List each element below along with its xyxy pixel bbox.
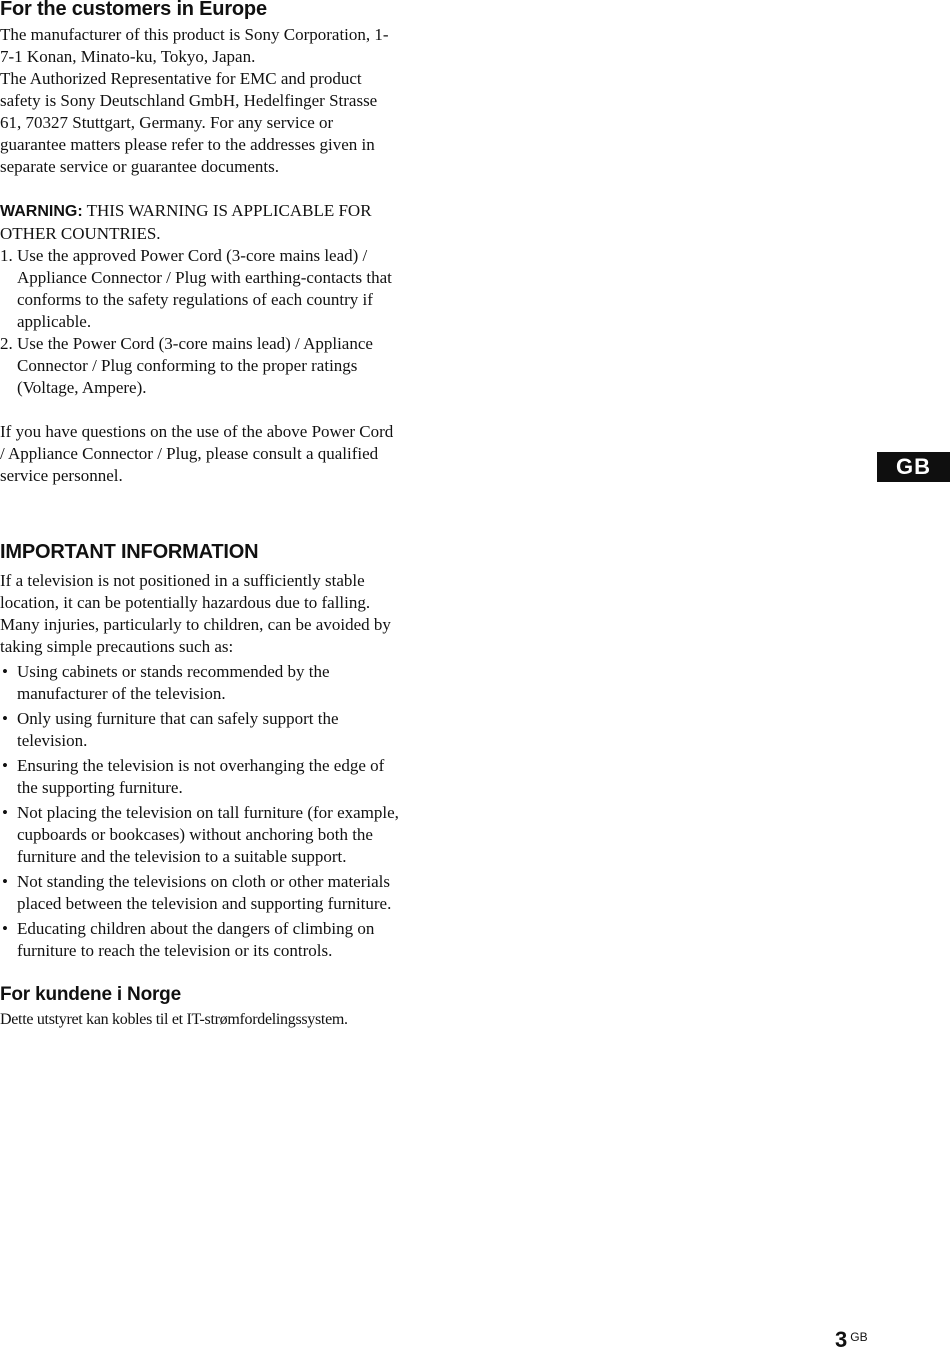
spacer <box>0 178 402 200</box>
list-item <box>0 871 402 915</box>
spacer <box>0 399 402 421</box>
list-item-text: Use the Power Cord (3-core mains lead) / Appliance Connector / Plug conforming to the proper ratings (Voltage, Ampere). <box>17 334 373 397</box>
warning-paragraph <box>0 200 402 245</box>
list-item <box>0 333 402 399</box>
important-intro-paragraph: If a television is not positioned in a sufficiently stable location, it can be potentially hazardous due to falling. Many injuries, particularly to children, can be avoided by taking simple precautions such as: <box>0 571 391 656</box>
norway-paragraph: Dette utstyret kan kobles til et IT-strømfordelingssystem. <box>0 1011 348 1028</box>
list-item-text: Educating children about the dangers of climbing on furniture to reach the television or its controls. <box>17 919 375 960</box>
list-item <box>0 708 402 752</box>
main-column <box>0 0 402 1031</box>
list-item <box>0 802 402 868</box>
important-information-heading: IMPORTANT INFORMATION <box>0 541 259 563</box>
list-number: 2. <box>0 334 13 353</box>
bullet-icon: • <box>2 919 8 938</box>
bullet-icon: • <box>2 662 8 681</box>
list-item <box>0 661 402 705</box>
europe-representative-paragraph: The Authorized Representative for EMC and product safety is Sony Deutschland GmbH, Hedelfinger Strasse 61, 70327 Stuttgart, Germany. For any service or guarantee matters please refer to the addresses given in separate service or guarantee documents. <box>0 69 378 176</box>
list-item-text: Not placing the television on tall furniture (for example, cupboards or bookcases) without anchoring both the furniture and the television to a suitable support. <box>17 803 399 866</box>
page-number-value: 3 <box>835 1327 848 1352</box>
precautions-bullet-list <box>0 661 402 962</box>
language-side-tab: GB <box>877 452 950 482</box>
list-item <box>0 755 402 799</box>
norway-heading: For kundene i Norge <box>0 984 181 1005</box>
warning-numbered-list <box>0 245 402 399</box>
warning-label: WARNING: <box>0 203 83 220</box>
list-number: 1. <box>0 246 13 265</box>
list-item-text: Use the approved Power Cord (3-core mains lead) / Appliance Connector / Plug with earthing-contacts that conforms to the safety regulations of each country if applicable. <box>17 246 392 331</box>
bullet-icon: • <box>2 872 8 891</box>
bullet-icon: • <box>2 803 8 822</box>
warning-text: THIS WARNING IS APPLICABLE FOR OTHER COUNTRIES. <box>0 201 372 243</box>
page-number-suffix: GB <box>850 1330 868 1344</box>
list-item <box>0 918 402 962</box>
page-number <box>835 1327 868 1353</box>
europe-heading: For the customers in Europe <box>0 0 267 20</box>
list-item-text: Only using furniture that can safely support the television. <box>17 709 339 750</box>
bullet-icon: • <box>2 709 8 728</box>
bullet-icon: • <box>2 756 8 775</box>
list-item-text: Ensuring the television is not overhanging the edge of the supporting furniture. <box>17 756 385 797</box>
list-item-text: Not standing the televisions on cloth or other materials placed between the television and supporting furniture. <box>17 872 392 913</box>
europe-manufacturer-paragraph: The manufacturer of this product is Sony Corporation, 1-7-1 Konan, Minato-ku, Tokyo, Japan. <box>0 25 389 66</box>
list-item-text: Using cabinets or stands recommended by the manufacturer of the television. <box>17 662 330 703</box>
warning-questions-paragraph: If you have questions on the use of the above Power Cord / Appliance Connector / Plug, please consult a qualified service personnel. <box>0 422 394 485</box>
list-item <box>0 245 402 333</box>
